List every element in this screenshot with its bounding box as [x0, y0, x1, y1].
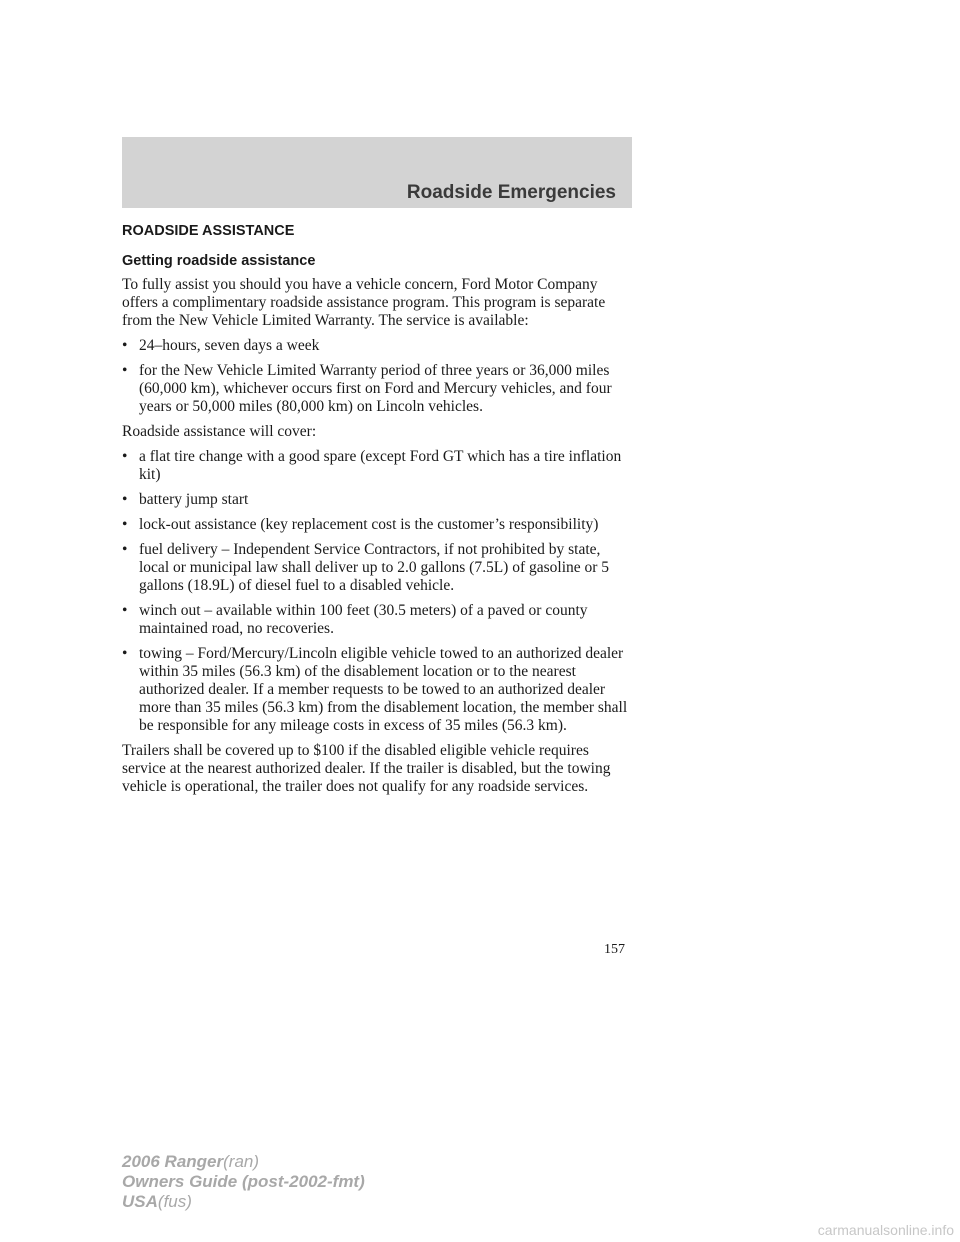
- bullet-icon: •: [122, 645, 128, 662]
- bullet-icon: •: [122, 516, 128, 533]
- trailers-paragraph: Trailers shall be covered up to $100 if the disabled eligible vehicle requires service at the nearest authorized dealer. If the trailer is disabled, but the towing vehicle is operational, the trailer does not qualify for any roadside services.: [122, 742, 611, 795]
- section-title: ROADSIDE ASSISTANCE: [122, 223, 295, 239]
- footer-market: USA: [122, 1192, 158, 1211]
- intro-paragraph: To fully assist you should you have a vehicle concern, Ford Motor Company offers a complimentary roadside assistance program. This program is separate from the New Vehicle Limited Warranty. The service is available:: [122, 276, 606, 329]
- list-item: [122, 491, 634, 509]
- list-item: [122, 602, 634, 638]
- list-item: [122, 362, 634, 416]
- bullet-icon: •: [122, 448, 128, 465]
- chapter-title: Roadside Emergencies: [406, 182, 616, 203]
- footer-line-guide: [122, 1172, 365, 1192]
- list-item-text: 24–hours, seven days a week: [139, 337, 320, 354]
- chapter-header-band: [122, 137, 632, 208]
- bullet-icon: •: [122, 337, 128, 354]
- availability-list: [122, 337, 634, 416]
- list-item: [122, 541, 634, 595]
- list-item-text: fuel delivery – Independent Service Contractors, if not prohibited by state, local or municipal law shall deliver up to 2.0 gallons (7.5L) of gasoline or 5 gallons (18.9L) of diesel fuel to a disabled vehicle.: [139, 541, 610, 594]
- bullet-icon: •: [122, 491, 128, 508]
- list-item-text: winch out – available within 100 feet (30.5 meters) of a paved or county maintained road, no recoveries.: [139, 602, 588, 637]
- list-item-text: a flat tire change with a good spare (except Ford GT which has a tire inflation kit): [139, 448, 622, 483]
- list-item-text: for the New Vehicle Limited Warranty period of three years or 36,000 miles (60,000 km), whichever occurs first on Ford and Mercury vehicles, and four years or 50,000 miles (80,000 km) on Lincoln vehicles.: [139, 362, 612, 415]
- list-item: [122, 516, 634, 534]
- bullet-icon: •: [122, 541, 128, 558]
- footer-guide: Owners Guide (post-2002-fmt): [122, 1172, 365, 1191]
- watermark-text: carmanualsonline.info: [817, 1222, 954, 1238]
- list-item-text: lock-out assistance (key replacement cost is the customer’s responsibility): [139, 516, 599, 533]
- list-item-text: battery jump start: [139, 491, 249, 508]
- bullet-icon: •: [122, 362, 128, 379]
- list-item: [122, 448, 634, 484]
- footer-model: 2006 Ranger: [122, 1152, 224, 1171]
- page-content: [122, 222, 634, 803]
- page-number: 157: [604, 942, 625, 957]
- bullet-icon: •: [122, 602, 128, 619]
- footer-model-code: (ran): [223, 1152, 260, 1171]
- footer-line-market: [122, 1192, 365, 1212]
- document-footer: [122, 1152, 365, 1212]
- list-item-text: towing – Ford/Mercury/Lincoln eligible vehicle towed to an authorized dealer within 35 miles (56.3 km) of the disablement location or to the nearest authorized dealer. If a member requests to be towed to an authorized dealer more than 35 miles (56.3 km) from the disablement location, the member shall be responsible for any mileage costs in excess of 35 miles (56.3 km).: [139, 645, 628, 734]
- subsection-title: Getting roadside assistance: [122, 253, 316, 269]
- coverage-intro: Roadside assistance will cover:: [122, 423, 317, 440]
- list-item: [122, 337, 634, 355]
- footer-line-model: [122, 1152, 365, 1172]
- footer-market-code: (fus): [157, 1192, 192, 1211]
- list-item: [122, 645, 634, 735]
- coverage-list: [122, 448, 634, 735]
